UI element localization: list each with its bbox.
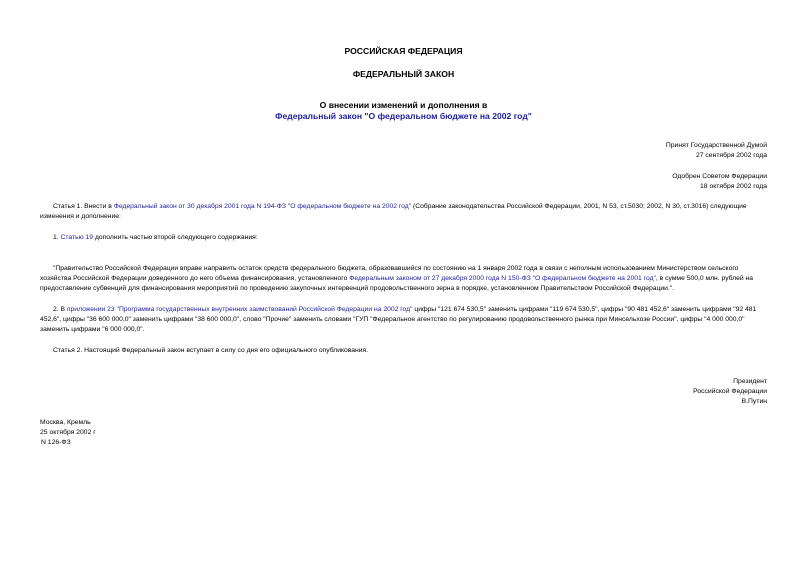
signing-place: Москва, Кремль — [40, 419, 91, 426]
law-150-link[interactable]: Федеральным законом от 27 декабря 2000 года N 150-ФЗ "О федеральном бюджете на 2001 год" — [349, 275, 656, 282]
law-number: N 126-ФЗ — [41, 439, 71, 446]
article-1-law-link[interactable]: Федеральный закон от 30 декабря 2001 года N 194-ФЗ "О федеральном бюджете на 2002 год" — [113, 203, 412, 210]
quoted-text-paragraph — [40, 264, 768, 294]
item-1-text: дополнить частью второй следующего содержания: — [93, 234, 258, 241]
signature-title-federation: Российской Федерации — [693, 388, 767, 395]
article-2-paragraph — [40, 346, 768, 356]
item-2-prefix: 2. В — [53, 306, 67, 313]
quote-part-1: "Правительство Российской Федерации вправе направить остаток средств федерального бюджета, образовавшийся по состоянию на 1 января 2002 года в связи с неполным использованием Министерством сельского хозяйства Российской Федерации доведенного до него объема финансирования, установленного — [40, 265, 739, 282]
item-1-paragraph — [40, 233, 768, 243]
article-2-text: Статья 2. Настоящий Федеральный закон вступает в силу со дня его официального опубликования. — [53, 347, 369, 354]
signature-name: В.Путин — [741, 398, 767, 405]
item-2-paragraph — [40, 305, 768, 335]
council-approval-date: 18 октября 2002 года — [700, 183, 767, 190]
duma-adoption-label: Принят Государственной Думой — [665, 142, 767, 149]
article-1-suffix: (Собрание законодательства Российской Федерации, 2001, N 53, ст.5030; 2002, N 30, ст.3016) следующие изменения и дополнение: — [40, 203, 747, 220]
signing-date: 25 октября 2002 г — [40, 429, 96, 436]
item-2-suffix: цифры "121 674 530,5" заменить цифрами "119 674 530,5", цифры "90 481 452,6" заменить цифрами "92 481 452,6", цифры "36 600 000,0" заменить цифрами "38 600 000,0", слово "Прочие" заменить словами "ГУП "Федеральное агентство по регулированию продовольственного рынка при Минсельхозе России", цифры "4 000 000,0" заменить цифрами "6 000 000,0". — [40, 306, 757, 333]
document-title-link[interactable]: Федеральный закон "О федеральном бюджете на 2002 год" — [275, 111, 532, 121]
article-1-prefix: Статья 1. Внести в — [53, 203, 114, 210]
document-title-line1: О внесении изменений и дополнения в — [319, 100, 488, 110]
document-type-heading: ФЕДЕРАЛЬНЫЙ ЗАКОН — [352, 69, 455, 79]
duma-adoption-date: 27 сентября 2002 года — [695, 152, 767, 159]
article-1-paragraph — [40, 202, 768, 222]
article-19-link[interactable]: Статью 19 — [60, 234, 94, 241]
quote-part-2: , в сумме 500,0 млн. рублей на предоставление субвенций для финансирования мероприятий по проведению закупочных интервенций продовольственного зерна в порядке, установленном Правительством Российской Федерации.". — [40, 275, 754, 292]
council-approval-label: Одобрен Советом Федерации — [672, 173, 767, 180]
country-heading: РОССИЙСКАЯ ФЕДЕРАЦИЯ — [344, 46, 463, 56]
signature-title-president: Президент — [733, 378, 767, 385]
item-1-number: 1. — [53, 234, 61, 241]
appendix-23-link[interactable]: приложении 23 "Программа государственных внутренних заимствований Российской Федерации на 2002 год" — [66, 306, 413, 313]
